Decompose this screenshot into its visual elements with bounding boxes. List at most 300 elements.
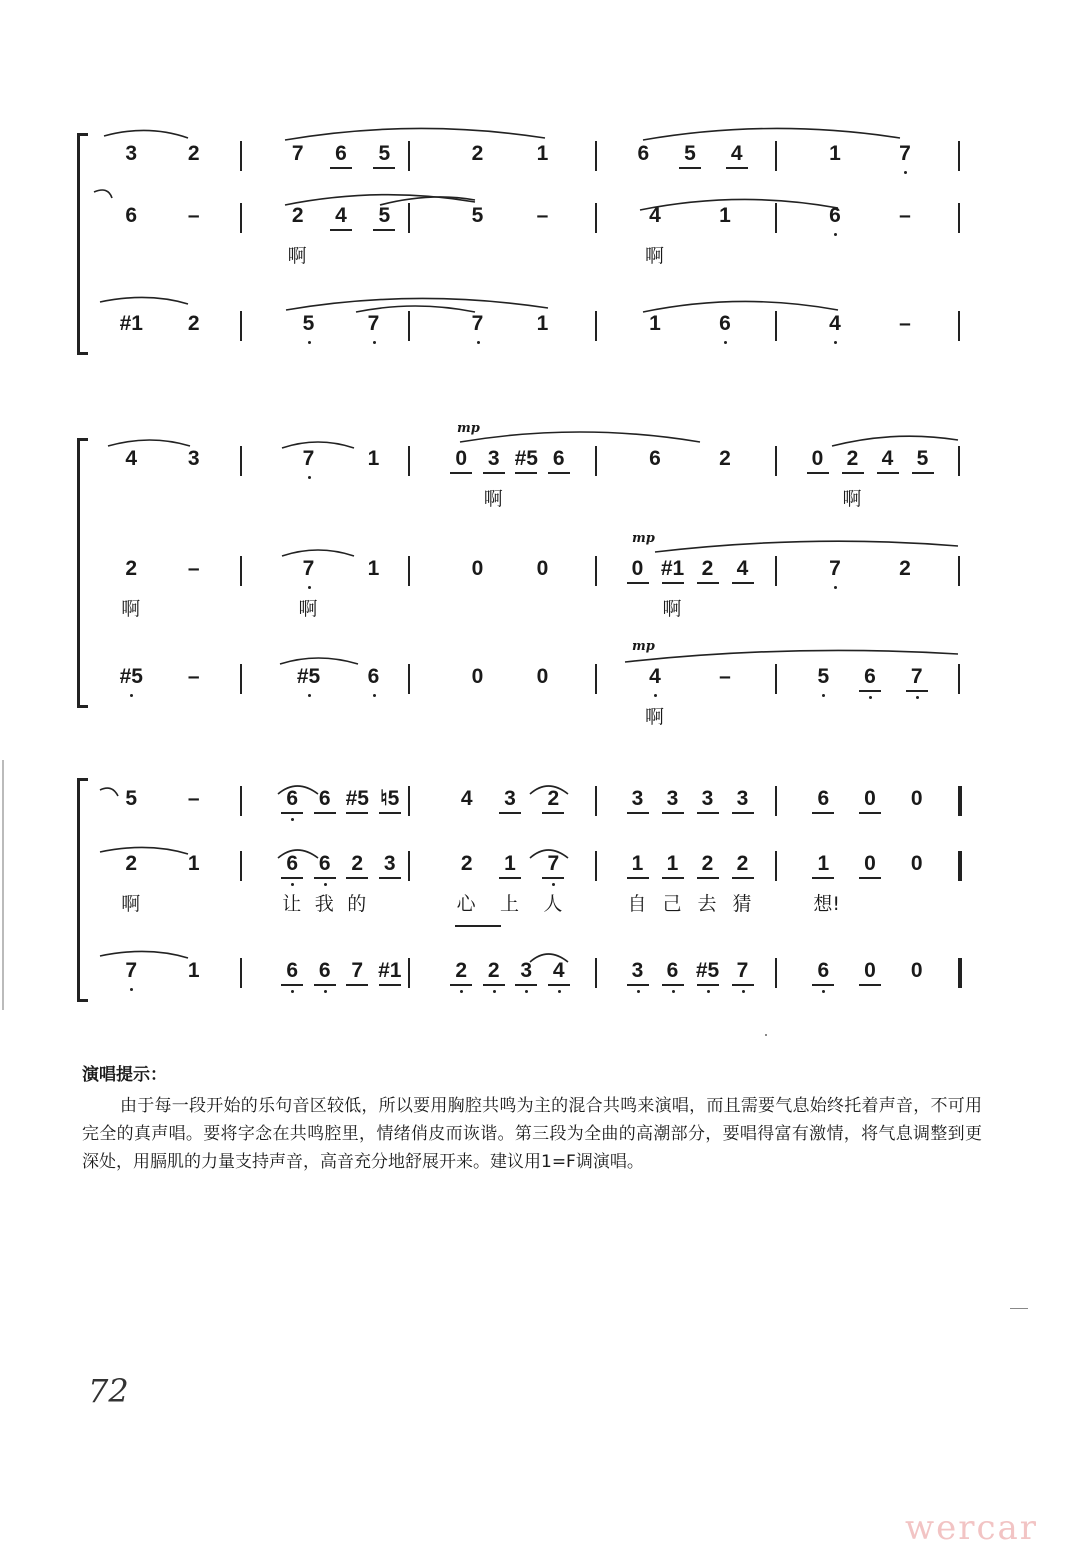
lyric: 啊 (662, 598, 682, 620)
eighth-underline (697, 582, 719, 584)
final-barline (958, 786, 962, 816)
eighth-underline (697, 984, 719, 986)
eighth-underline (732, 877, 754, 879)
eighth-underline (697, 812, 719, 814)
lyric: 啊 (298, 598, 318, 620)
barline (775, 664, 777, 694)
lower-octave-dot (834, 233, 837, 236)
barline (958, 141, 960, 171)
eighth-underline (732, 984, 754, 986)
jianpu-note: 2 (547, 787, 560, 810)
jianpu-note: 0 (471, 557, 484, 580)
jianpu-note: 4 (552, 959, 565, 982)
jianpu-note: 4 (649, 204, 661, 227)
eighth-underline (842, 472, 864, 474)
eighth-underline (859, 984, 881, 986)
barline (240, 203, 242, 233)
jianpu-note: 2 (846, 447, 859, 470)
jianpu-note: 7 (302, 447, 315, 470)
barline (595, 141, 597, 171)
eighth-underline (627, 877, 649, 879)
jianpu-note: 2 (455, 959, 468, 982)
jianpu-note: #5 (345, 787, 369, 810)
jianpu-note: 2 (701, 557, 714, 580)
barline (775, 556, 777, 586)
eighth-underline (330, 229, 352, 231)
eighth-underline (281, 877, 303, 879)
lower-octave-dot (869, 696, 872, 699)
jianpu-note: 0 (631, 557, 644, 580)
jianpu-note: 3 (520, 959, 533, 982)
lyric: 我 (314, 893, 334, 915)
jianpu-note: 4 (736, 557, 749, 580)
lyric: 上 (500, 893, 520, 915)
jianpu-note: 1 (536, 312, 549, 335)
jianpu-note: 0 (910, 959, 923, 982)
lyric-underline (455, 925, 501, 927)
eighth-underline (314, 877, 336, 879)
jianpu-note: 1 (187, 959, 200, 982)
jianpu-note: 6 (335, 142, 347, 165)
jianpu-note: 6 (829, 204, 841, 227)
jianpu-note: 0 (471, 665, 484, 688)
jianpu-note: 6 (286, 959, 299, 982)
barline (240, 446, 242, 476)
jianpu-note: 1 (367, 447, 380, 470)
jianpu-note: 2 (719, 447, 731, 470)
lower-octave-dot (742, 990, 745, 993)
jianpu-note: 3 (701, 787, 714, 810)
barline (775, 141, 777, 171)
eighth-underline (281, 812, 303, 814)
barline (775, 786, 777, 816)
jianpu-note: 1 (829, 142, 841, 165)
barline (408, 203, 410, 233)
lyric: 啊 (121, 893, 141, 915)
jianpu-note: 6 (318, 787, 331, 810)
jianpu-note: 7 (547, 852, 560, 875)
eighth-underline (912, 472, 934, 474)
eighth-underline (548, 472, 570, 474)
eighth-underline (450, 472, 472, 474)
lyric: 啊 (483, 488, 503, 510)
eighth-underline (732, 812, 754, 814)
eighth-underline (732, 582, 754, 584)
jianpu-note: 3 (383, 852, 396, 875)
jianpu-note: 5 (378, 204, 391, 227)
jianpu-note: 1 (187, 852, 200, 875)
lyric: 啊 (842, 488, 862, 510)
slur (286, 298, 548, 310)
lower-octave-dot (373, 694, 376, 697)
jianpu-note: 1 (631, 852, 644, 875)
barline (775, 446, 777, 476)
jianpu-note: 3 (487, 447, 500, 470)
eighth-underline (877, 472, 899, 474)
jianpu-note: 0 (864, 959, 876, 982)
jianpu-note: 6 (864, 665, 876, 688)
eighth-underline (483, 984, 505, 986)
jianpu-note: 6 (367, 665, 380, 688)
eighth-underline (697, 877, 719, 879)
jianpu-note: 2 (351, 852, 364, 875)
lower-octave-dot (904, 171, 907, 174)
lower-octave-dot (477, 341, 480, 344)
eighth-underline (807, 472, 829, 474)
eighth-underline (483, 472, 505, 474)
jianpu-note: 4 (125, 447, 138, 470)
eighth-underline (373, 167, 395, 169)
jianpu-note: 2 (701, 852, 714, 875)
system-bracket (77, 778, 88, 1002)
jianpu-note: 7 (829, 557, 841, 580)
slur (380, 197, 475, 205)
barline (595, 786, 597, 816)
eighth-underline (515, 472, 537, 474)
jianpu-note: 2 (187, 142, 200, 165)
jianpu-note: 4 (881, 447, 894, 470)
lower-octave-dot (558, 990, 561, 993)
slur (100, 788, 118, 796)
barline (595, 664, 597, 694)
jianpu-note: 2 (460, 852, 473, 875)
jianpu-note: 1 (536, 142, 549, 165)
barline (240, 851, 242, 881)
barline (240, 141, 242, 171)
slur (460, 432, 700, 442)
barline (958, 311, 960, 341)
lyric: 去 (697, 893, 717, 915)
final-barline (958, 851, 962, 881)
eighth-underline (812, 984, 834, 986)
jianpu-note: 6 (719, 312, 731, 335)
jianpu-note: 0 (864, 787, 876, 810)
jianpu-note: – (187, 204, 200, 227)
jianpu-note: 1 (649, 312, 661, 335)
jianpu-note: 5 (916, 447, 929, 470)
eighth-underline (346, 877, 368, 879)
jianpu-note: 4 (649, 665, 661, 688)
jianpu-note: 3 (631, 787, 644, 810)
eighth-underline (679, 167, 701, 169)
lower-octave-dot (324, 883, 327, 886)
eighth-underline (812, 812, 834, 814)
jianpu-note: – (899, 312, 911, 335)
barline (958, 446, 960, 476)
slur (643, 301, 838, 312)
lyric: 让 (282, 893, 302, 915)
lyric: 心 (456, 893, 476, 915)
jianpu-note: 4 (460, 787, 473, 810)
barline (775, 203, 777, 233)
barline (958, 556, 960, 586)
jianpu-note: 5 (684, 142, 696, 165)
jianpu-note: 6 (286, 852, 299, 875)
jianpu-note: 7 (367, 312, 380, 335)
lyric: 想! (813, 893, 840, 915)
barline (408, 311, 410, 341)
jianpu-note: 1 (504, 852, 516, 875)
lower-octave-dot (308, 476, 311, 479)
jianpu-note: 3 (125, 142, 138, 165)
page-number: 72 (88, 1372, 129, 1410)
slur (108, 440, 190, 446)
jianpu-note: 6 (318, 959, 331, 982)
eighth-underline (499, 812, 521, 814)
slur (100, 297, 188, 304)
jianpu-note: 0 (910, 787, 923, 810)
jianpu-note: 2 (736, 852, 749, 875)
eighth-underline (373, 229, 395, 231)
barline (408, 141, 410, 171)
jianpu-note: 6 (649, 447, 661, 470)
jianpu-note: 0 (536, 557, 549, 580)
eighth-underline (515, 984, 537, 986)
slur (655, 541, 958, 552)
jianpu-note: 2 (487, 959, 500, 982)
eighth-underline (627, 812, 649, 814)
jianpu-note: 3 (736, 787, 749, 810)
barline (240, 311, 242, 341)
jianpu-note: 1 (666, 852, 679, 875)
jianpu-note: 6 (318, 852, 331, 875)
jianpu-note: – (187, 665, 200, 688)
lower-octave-dot (672, 990, 675, 993)
tips-title: 演唱提示： (82, 1065, 167, 1085)
jianpu-note: #5 (296, 665, 321, 688)
jianpu-note: 0 (864, 852, 876, 875)
barline (775, 311, 777, 341)
jianpu-note: 7 (910, 665, 923, 688)
lyric: 己 (662, 893, 682, 915)
jianpu-note: 4 (335, 204, 347, 227)
dynamic-mp: mp (457, 421, 480, 436)
jianpu-note: – (187, 787, 200, 810)
slur (282, 550, 354, 556)
eighth-underline (542, 877, 564, 879)
jianpu-note: 6 (637, 142, 650, 165)
jianpu-note: 1 (719, 204, 731, 227)
system-bracket (77, 438, 88, 708)
eighth-underline (314, 812, 336, 814)
barline (595, 851, 597, 881)
jianpu-note: 5 (302, 312, 315, 335)
jianpu-note: #1 (378, 959, 402, 982)
lower-octave-dot (724, 341, 727, 344)
jianpu-note: 7 (471, 312, 484, 335)
barline (408, 664, 410, 694)
eighth-underline (859, 877, 881, 879)
barline (408, 556, 410, 586)
jianpu-note: ♮5 (380, 787, 400, 810)
lyric: 猜 (732, 893, 752, 915)
slur (282, 442, 354, 448)
jianpu-note: 3 (504, 787, 516, 810)
jianpu-note: 3 (631, 959, 644, 982)
lower-octave-dot (373, 341, 376, 344)
eighth-underline (662, 582, 684, 584)
lyric: 自 (627, 893, 647, 915)
lower-octave-dot (308, 694, 311, 697)
slur (104, 130, 188, 138)
barline (595, 556, 597, 586)
slur (625, 650, 958, 662)
jianpu-note: 0 (910, 852, 923, 875)
lower-octave-dot (916, 696, 919, 699)
barline (595, 446, 597, 476)
eighth-underline (859, 690, 881, 692)
jianpu-note: 2 (471, 142, 484, 165)
slur (640, 199, 838, 210)
watermark: wercar (905, 1508, 1039, 1548)
slur (285, 128, 545, 140)
jianpu-note: #5 (514, 447, 538, 470)
jianpu-note: 7 (302, 557, 315, 580)
jianpu-note: #5 (119, 665, 143, 688)
jianpu-note: 4 (829, 312, 841, 335)
jianpu-note: 3 (666, 787, 679, 810)
eighth-underline (450, 984, 472, 986)
lyric: 人 (543, 893, 563, 915)
jianpu-note: 2 (125, 557, 138, 580)
barline (775, 958, 777, 988)
dynamic-mp: mp (632, 531, 655, 546)
barline (958, 664, 960, 694)
lyric: 啊 (287, 245, 307, 267)
barline (595, 311, 597, 341)
barline (595, 203, 597, 233)
jianpu-note: – (187, 557, 200, 580)
jianpu-note: 2 (125, 852, 138, 875)
lower-octave-dot (308, 341, 311, 344)
jianpu-note: 6 (817, 787, 830, 810)
jianpu-note: 0 (811, 447, 824, 470)
lyric: 的 (347, 893, 367, 915)
jianpu-note: 7 (736, 959, 749, 982)
eighth-underline (662, 812, 684, 814)
eighth-underline (330, 167, 352, 169)
jianpu-note: – (899, 204, 911, 227)
lyric: 啊 (645, 706, 665, 728)
lyric: 啊 (121, 598, 141, 620)
jianpu-note: 5 (471, 204, 484, 227)
barline (595, 958, 597, 988)
eighth-underline (906, 690, 928, 692)
eighth-underline (499, 877, 521, 879)
final-barline (958, 958, 962, 988)
jianpu-note: 7 (351, 959, 364, 982)
barline (408, 786, 410, 816)
eighth-underline (662, 984, 684, 986)
lower-octave-dot (834, 586, 837, 589)
eighth-underline (346, 812, 368, 814)
barline (958, 203, 960, 233)
jianpu-note: 6 (666, 959, 679, 982)
jianpu-note: #1 (119, 312, 143, 335)
slur (280, 658, 358, 664)
jianpu-note: 6 (125, 204, 138, 227)
eighth-underline (314, 984, 336, 986)
jianpu-note: 5 (125, 787, 138, 810)
lower-octave-dot (834, 341, 837, 344)
jianpu-note: 2 (291, 204, 304, 227)
tips-body: 由于每一段开始的乐句音区较低，所以要用胸腔共鸣为主的混合共鸣来演唱，而且需要气息始终托着声音，不可用完全的真声唱。要将字念在共鸣腔里，情绪俏皮而诙谐。第三段为全曲的高潮部分，要唱得富有激情，将气息调整到更深处，用膈肌的力量支持声音，高音充分地舒展开来。建议用1=F调演唱。 (82, 1096, 982, 1172)
jianpu-note: 7 (899, 142, 911, 165)
eighth-underline (662, 877, 684, 879)
jianpu-note: 0 (536, 665, 549, 688)
lower-octave-dot (493, 990, 496, 993)
dynamic-mp: mp (632, 639, 655, 654)
barline (408, 958, 410, 988)
eighth-underline (542, 812, 564, 814)
performance-tips (82, 1062, 982, 1176)
slur (100, 847, 188, 854)
jianpu-note: 7 (125, 959, 138, 982)
jianpu-note: 3 (187, 447, 200, 470)
jianpu-note: 6 (286, 787, 299, 810)
eighth-underline (548, 984, 570, 986)
eighth-underline (379, 812, 401, 814)
jianpu-note: 4 (730, 142, 743, 165)
jianpu-note: 6 (817, 959, 830, 982)
eighth-underline (726, 167, 748, 169)
eighth-underline (379, 984, 401, 986)
jianpu-note: #1 (660, 557, 685, 580)
barline (408, 446, 410, 476)
scan-speck (1010, 1308, 1028, 1309)
lower-octave-dot (707, 990, 710, 993)
jianpu-note: 7 (291, 142, 304, 165)
slur (94, 190, 112, 198)
eighth-underline (859, 812, 881, 814)
eighth-underline (627, 582, 649, 584)
slur (100, 951, 188, 958)
barline (240, 556, 242, 586)
lower-octave-dot (637, 990, 640, 993)
barline (775, 851, 777, 881)
eighth-underline (627, 984, 649, 986)
jianpu-note: #5 (695, 959, 720, 982)
eighth-underline (379, 877, 401, 879)
lower-octave-dot (654, 694, 657, 697)
jianpu-note: 2 (899, 557, 911, 580)
barline (240, 958, 242, 988)
jianpu-note: 0 (455, 447, 468, 470)
jianpu-note: 5 (378, 142, 391, 165)
lower-octave-dot (308, 586, 311, 589)
jianpu-note: 1 (817, 852, 830, 875)
eighth-underline (812, 877, 834, 879)
jianpu-note: 2 (187, 312, 200, 335)
scan-edge (2, 760, 4, 1010)
jianpu-note: 5 (817, 665, 830, 688)
lyric: 啊 (645, 245, 665, 267)
jianpu-note: 1 (367, 557, 380, 580)
eighth-underline (346, 984, 368, 986)
scan-speck (765, 1034, 767, 1036)
barline (408, 851, 410, 881)
lower-octave-dot (324, 990, 327, 993)
jianpu-note: – (719, 665, 731, 688)
system-bracket (77, 133, 88, 355)
barline (240, 664, 242, 694)
jianpu-note: 6 (552, 447, 565, 470)
barline (240, 786, 242, 816)
jianpu-note: – (536, 204, 549, 227)
slur (832, 436, 958, 446)
slur (643, 128, 900, 140)
eighth-underline (281, 984, 303, 986)
